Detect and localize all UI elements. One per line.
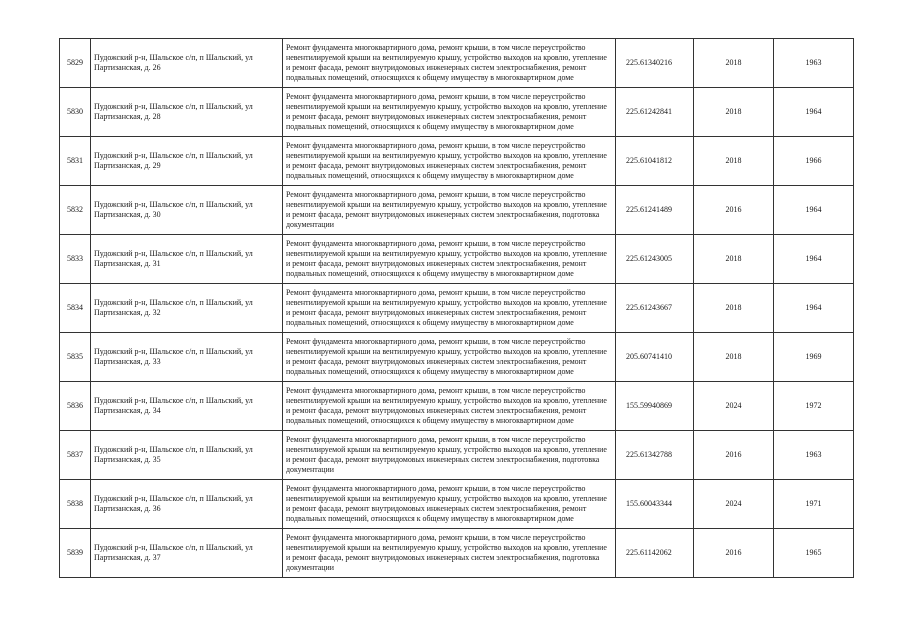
table-row	[60, 480, 854, 529]
works-cell: Ремонт фундамента многоквартирного дома, ремонт крыши, в том числе переустройство невентилируемой крыши на вентилируемую крышу, устройство выходов на кровлю, утепление и ремонт фасада, ремонт внутридомовых инженерных систем электроснабжения, ремонт подвальных помещений, относящихся к общему имуществу в многоквартирном доме	[283, 284, 616, 333]
cost-cell: 155.59940869	[616, 382, 694, 431]
document-page	[59, 38, 853, 578]
repair-year-cell: 2018	[694, 88, 774, 137]
row-number-cell: 5835	[60, 333, 91, 382]
repair-year-cell: 2016	[694, 431, 774, 480]
row-number-cell: 5836	[60, 382, 91, 431]
repair-year-cell: 2016	[694, 529, 774, 578]
table-row	[60, 431, 854, 480]
table-row	[60, 186, 854, 235]
table-row	[60, 333, 854, 382]
row-number-cell: 5839	[60, 529, 91, 578]
row-number-cell: 5833	[60, 235, 91, 284]
address-cell: Пудожский р-н, Шальское с/п, п Шальский, ул Партизанская, д. 37	[91, 529, 283, 578]
built-year-cell: 1964	[774, 186, 854, 235]
row-number-cell: 5832	[60, 186, 91, 235]
built-year-cell: 1963	[774, 431, 854, 480]
address-cell: Пудожский р-н, Шальское с/п, п Шальский, ул Партизанская, д. 35	[91, 431, 283, 480]
address-cell: Пудожский р-н, Шальское с/п, п Шальский, ул Партизанская, д. 28	[91, 88, 283, 137]
address-cell: Пудожский р-н, Шальское с/п, п Шальский, ул Партизанская, д. 32	[91, 284, 283, 333]
row-number-cell: 5834	[60, 284, 91, 333]
repair-year-cell: 2018	[694, 39, 774, 88]
repair-year-cell: 2018	[694, 137, 774, 186]
works-cell: Ремонт фундамента многоквартирного дома, ремонт крыши, в том числе переустройство невентилируемой крыши на вентилируемую крышу, устройство выходов на кровлю, утепление и ремонт фасада, ремонт внутридомовых инженерных систем электроснабжения, ремонт подвальных помещений, относящихся к общему имуществу в многоквартирном доме	[283, 39, 616, 88]
row-number-cell: 5829	[60, 39, 91, 88]
address-cell: Пудожский р-н, Шальское с/п, п Шальский, ул Партизанская, д. 29	[91, 137, 283, 186]
built-year-cell: 1963	[774, 39, 854, 88]
cost-cell: 205.60741410	[616, 333, 694, 382]
works-cell: Ремонт фундамента многоквартирного дома, ремонт крыши, в том числе переустройство невентилируемой крыши на вентилируемую крышу, устройство выходов на кровлю, утепление и ремонт фасада, ремонт внутридомовых инженерных систем электроснабжения, ремонт подвальных помещений, относящихся к общему имуществу в многоквартирном доме	[283, 382, 616, 431]
cost-cell: 225.61243667	[616, 284, 694, 333]
built-year-cell: 1971	[774, 480, 854, 529]
table-row	[60, 137, 854, 186]
cost-cell: 225.61241489	[616, 186, 694, 235]
address-cell: Пудожский р-н, Шальское с/п, п Шальский, ул Партизанская, д. 30	[91, 186, 283, 235]
cost-cell: 225.61142062	[616, 529, 694, 578]
row-number-cell: 5838	[60, 480, 91, 529]
built-year-cell: 1964	[774, 88, 854, 137]
repair-year-cell: 2024	[694, 382, 774, 431]
address-cell: Пудожский р-н, Шальское с/п, п Шальский, ул Партизанская, д. 36	[91, 480, 283, 529]
capital-repair-table	[59, 38, 854, 578]
cost-cell: 225.61243005	[616, 235, 694, 284]
repair-year-cell: 2018	[694, 333, 774, 382]
table-row	[60, 382, 854, 431]
row-number-cell: 5831	[60, 137, 91, 186]
built-year-cell: 1969	[774, 333, 854, 382]
table-row	[60, 39, 854, 88]
row-number-cell: 5837	[60, 431, 91, 480]
address-cell: Пудожский р-н, Шальское с/п, п Шальский, ул Партизанская, д. 33	[91, 333, 283, 382]
works-cell: Ремонт фундамента многоквартирного дома, ремонт крыши, в том числе переустройство невентилируемой крыши на вентилируемую крышу, устройство выходов на кровлю, утепление и ремонт фасада, ремонт внутридомовых инженерных систем электроснабжения, ремонт подвальных помещений, относящихся к общему имуществу в многоквартирном доме	[283, 88, 616, 137]
works-cell: Ремонт фундамента многоквартирного дома, ремонт крыши, в том числе переустройство невентилируемой крыши на вентилируемую крышу, устройство выходов на кровлю, утепление и ремонт фасада, ремонт внутридомовых инженерных систем электроснабжения, ремонт подвальных помещений, относящихся к общему имуществу в многоквартирном доме	[283, 333, 616, 382]
table-row	[60, 88, 854, 137]
built-year-cell: 1964	[774, 284, 854, 333]
cost-cell: 225.61342788	[616, 431, 694, 480]
cost-cell: 225.61242841	[616, 88, 694, 137]
cost-cell: 225.61041812	[616, 137, 694, 186]
cost-cell: 155.60043344	[616, 480, 694, 529]
works-cell: Ремонт фундамента многоквартирного дома, ремонт крыши, в том числе переустройство невентилируемой крыши на вентилируемую крышу, устройство выходов на кровлю, утепление и ремонт фасада, ремонт внутридомовых инженерных систем электроснабжения, подготовка документации	[283, 186, 616, 235]
table-body	[60, 39, 854, 578]
cost-cell: 225.61340216	[616, 39, 694, 88]
table-row	[60, 529, 854, 578]
address-cell: Пудожский р-н, Шальское с/п, п Шальский, ул Партизанская, д. 34	[91, 382, 283, 431]
repair-year-cell: 2018	[694, 235, 774, 284]
row-number-cell: 5830	[60, 88, 91, 137]
address-cell: Пудожский р-н, Шальское с/п, п Шальский, ул Партизанская, д. 26	[91, 39, 283, 88]
works-cell: Ремонт фундамента многоквартирного дома, ремонт крыши, в том числе переустройство невентилируемой крыши на вентилируемую крышу, устройство выходов на кровлю, утепление и ремонт фасада, ремонт внутридомовых инженерных систем электроснабжения, подготовка документации	[283, 431, 616, 480]
works-cell: Ремонт фундамента многоквартирного дома, ремонт крыши, в том числе переустройство невентилируемой крыши на вентилируемую крышу, устройство выходов на кровлю, утепление и ремонт фасада, ремонт внутридомовых инженерных систем электроснабжения, ремонт подвальных помещений, относящихся к общему имуществу в многоквартирном доме	[283, 235, 616, 284]
built-year-cell: 1972	[774, 382, 854, 431]
table-row	[60, 235, 854, 284]
repair-year-cell: 2024	[694, 480, 774, 529]
works-cell: Ремонт фундамента многоквартирного дома, ремонт крыши, в том числе переустройство невентилируемой крыши на вентилируемую крышу, устройство выходов на кровлю, утепление и ремонт фасада, ремонт внутридомовых инженерных систем электроснабжения, ремонт подвальных помещений, относящихся к общему имуществу в многоквартирном доме	[283, 480, 616, 529]
built-year-cell: 1966	[774, 137, 854, 186]
repair-year-cell: 2018	[694, 284, 774, 333]
built-year-cell: 1965	[774, 529, 854, 578]
table-row	[60, 284, 854, 333]
works-cell: Ремонт фундамента многоквартирного дома, ремонт крыши, в том числе переустройство невентилируемой крыши на вентилируемую крышу, устройство выходов на кровлю, утепление и ремонт фасада, ремонт внутридомовых инженерных систем электроснабжения, подготовка документации	[283, 529, 616, 578]
built-year-cell: 1964	[774, 235, 854, 284]
works-cell: Ремонт фундамента многоквартирного дома, ремонт крыши, в том числе переустройство невентилируемой крыши на вентилируемую крышу, устройство выходов на кровлю, утепление и ремонт фасада, ремонт внутридомовых инженерных систем электроснабжения, ремонт подвальных помещений, относящихся к общему имуществу в многоквартирном доме	[283, 137, 616, 186]
repair-year-cell: 2016	[694, 186, 774, 235]
address-cell: Пудожский р-н, Шальское с/п, п Шальский, ул Партизанская, д. 31	[91, 235, 283, 284]
